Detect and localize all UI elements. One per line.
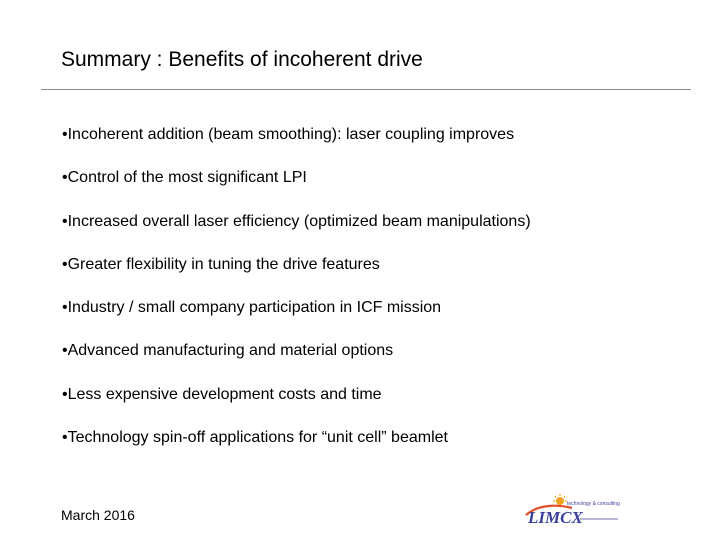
bullet-item xyxy=(62,122,531,165)
bullet-mark: • xyxy=(62,429,68,447)
footer-date: March 2016 xyxy=(61,507,135,523)
bullet-item xyxy=(62,295,531,338)
bullet-text: Incoherent addition (beam smoothing): laser coupling improves xyxy=(67,126,515,143)
bullet-item xyxy=(62,425,531,468)
logo-tagline: technology & consulting xyxy=(567,501,620,507)
logo-wordmark: LIMCX xyxy=(528,508,583,527)
bullet-text: Control of the most significant LPI xyxy=(67,169,307,187)
slide-title: Summary : Benefits of incoherent drive xyxy=(61,48,423,71)
bullet-mark: • xyxy=(62,169,68,187)
company-logo xyxy=(520,493,620,531)
bullet-text: Industry / small company participation in ICF mission xyxy=(67,299,442,317)
title-divider xyxy=(41,89,691,90)
bullet-list xyxy=(62,122,531,468)
bullet-mark: • xyxy=(62,255,68,273)
bullet-mark: • xyxy=(62,342,68,360)
sun-icon xyxy=(553,494,567,505)
bullet-item xyxy=(62,338,531,381)
bullet-text: Less expensive development costs and time xyxy=(67,385,382,403)
bullet-text: Greater flexibility in tuning the drive features xyxy=(67,255,380,273)
bullet-text: Increased overall laser efficiency (optimized beam manipulations) xyxy=(67,212,531,230)
bullet-mark: • xyxy=(62,385,68,403)
bullet-text: Advanced manufacturing and material options xyxy=(67,342,394,360)
bullet-text: Technology spin-off applications for “unit cell” beamlet xyxy=(67,429,448,447)
bullet-item xyxy=(62,382,531,425)
bullet-mark: • xyxy=(62,126,68,143)
bullet-item xyxy=(62,165,531,208)
bullet-mark: • xyxy=(62,299,68,317)
bullet-item xyxy=(62,209,531,252)
bullet-item xyxy=(62,252,531,295)
bullet-mark: • xyxy=(62,212,68,230)
